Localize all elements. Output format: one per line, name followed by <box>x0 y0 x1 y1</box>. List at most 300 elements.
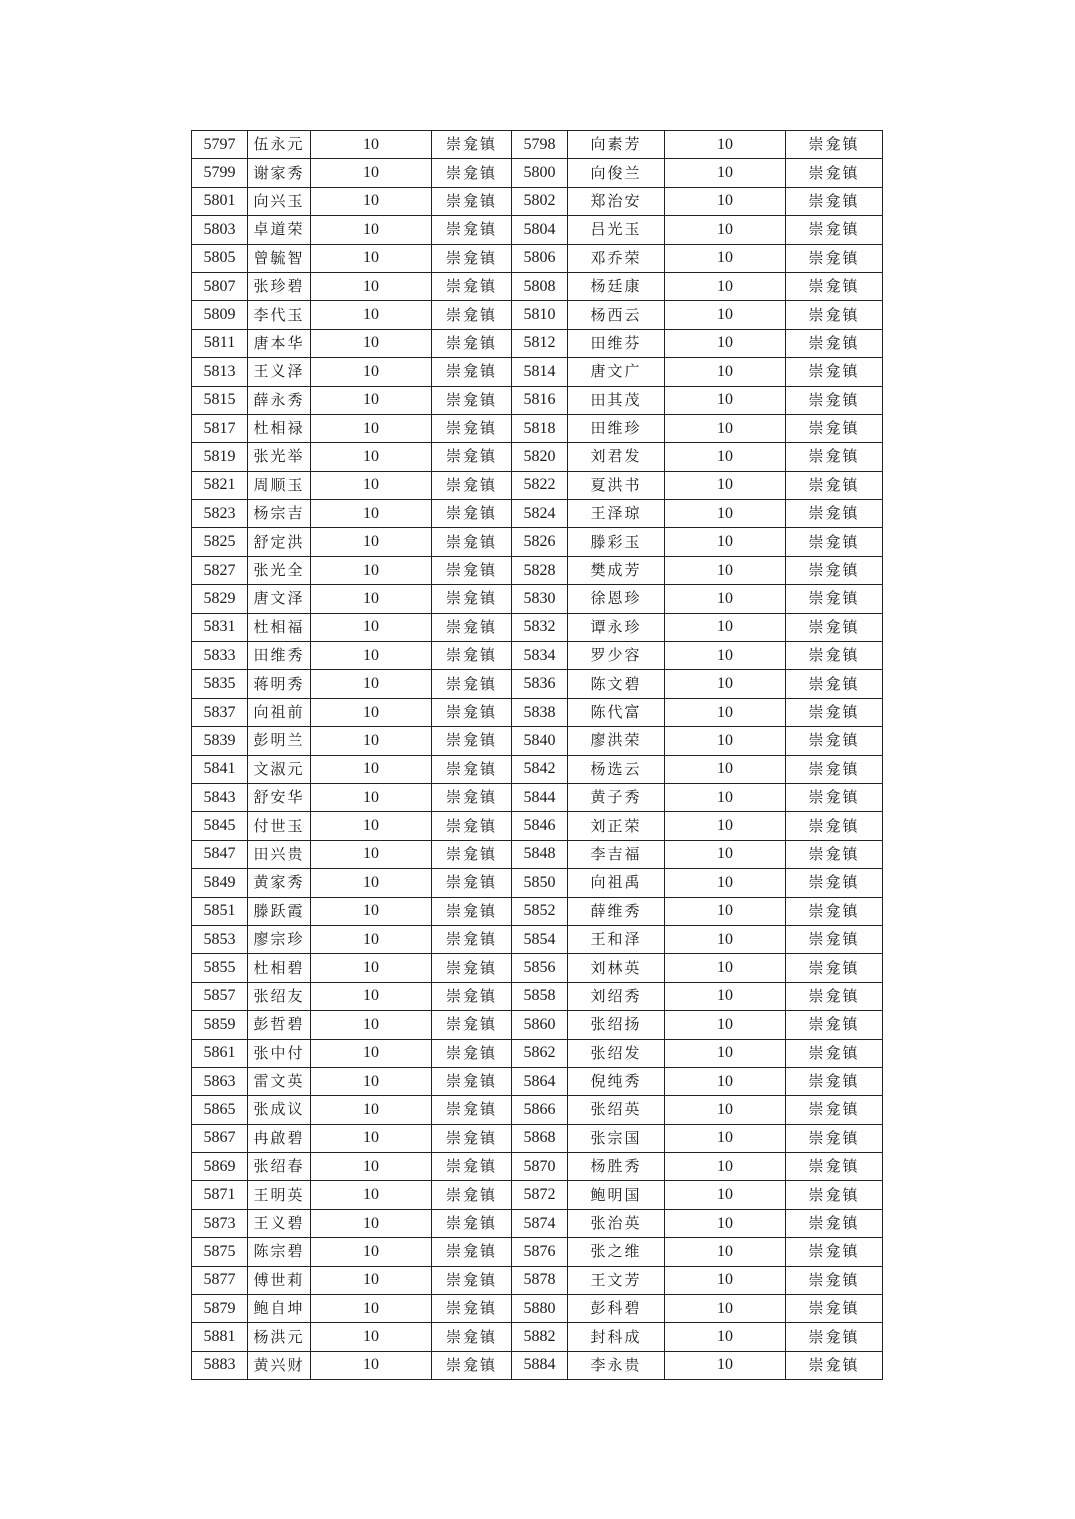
table-row <box>192 159 883 187</box>
cell-name: 王和泽 <box>568 925 665 953</box>
cell-name: 向俊兰 <box>568 159 665 187</box>
cell-id: 5830 <box>512 585 568 613</box>
cell-id: 5828 <box>512 556 568 584</box>
cell-amount: 10 <box>665 954 786 982</box>
cell-amount: 10 <box>311 698 432 726</box>
cell-id: 5805 <box>192 244 248 272</box>
cell-name: 向素芳 <box>568 131 665 159</box>
cell-town: 崇龛镇 <box>786 783 883 811</box>
table-row <box>192 613 883 641</box>
cell-town: 崇龛镇 <box>786 386 883 414</box>
cell-amount: 10 <box>311 443 432 471</box>
cell-name: 王义泽 <box>248 358 311 386</box>
cell-name: 杨选云 <box>568 755 665 783</box>
cell-name: 张中付 <box>248 1039 311 1067</box>
cell-amount: 10 <box>311 1295 432 1323</box>
cell-town: 崇龛镇 <box>432 840 512 868</box>
cell-amount: 10 <box>311 1238 432 1266</box>
cell-id: 5838 <box>512 698 568 726</box>
cell-id: 5851 <box>192 897 248 925</box>
cell-town: 崇龛镇 <box>432 1323 512 1351</box>
cell-amount: 10 <box>311 1351 432 1379</box>
cell-name: 张珍碧 <box>248 272 311 300</box>
cell-name: 滕跃霞 <box>248 897 311 925</box>
cell-name: 冉啟碧 <box>248 1124 311 1152</box>
cell-id: 5815 <box>192 386 248 414</box>
cell-amount: 10 <box>311 1181 432 1209</box>
cell-amount: 10 <box>311 869 432 897</box>
cell-name: 张之维 <box>568 1238 665 1266</box>
cell-town: 崇龛镇 <box>786 1181 883 1209</box>
cell-amount: 10 <box>311 414 432 442</box>
table-row <box>192 1124 883 1152</box>
table-row <box>192 1295 883 1323</box>
cell-amount: 10 <box>665 386 786 414</box>
cell-name: 彭哲碧 <box>248 1011 311 1039</box>
cell-town: 崇龛镇 <box>432 1295 512 1323</box>
cell-name: 鲍自坤 <box>248 1295 311 1323</box>
cell-town: 崇龛镇 <box>786 1266 883 1294</box>
cell-town: 崇龛镇 <box>432 1096 512 1124</box>
cell-id: 5810 <box>512 301 568 329</box>
cell-id: 5841 <box>192 755 248 783</box>
cell-name: 吕光玉 <box>568 216 665 244</box>
cell-amount: 10 <box>665 755 786 783</box>
cell-amount: 10 <box>665 1266 786 1294</box>
cell-id: 5878 <box>512 1266 568 1294</box>
table-row <box>192 1153 883 1181</box>
cell-amount: 10 <box>665 414 786 442</box>
cell-town: 崇龛镇 <box>786 1011 883 1039</box>
cell-name: 张宗国 <box>568 1124 665 1152</box>
cell-id: 5839 <box>192 727 248 755</box>
cell-amount: 10 <box>311 613 432 641</box>
cell-id: 5814 <box>512 358 568 386</box>
cell-id: 5860 <box>512 1011 568 1039</box>
cell-amount: 10 <box>665 1181 786 1209</box>
cell-town: 崇龛镇 <box>432 329 512 357</box>
table-row <box>192 925 883 953</box>
cell-id: 5864 <box>512 1067 568 1095</box>
cell-id: 5850 <box>512 869 568 897</box>
cell-id: 5825 <box>192 528 248 556</box>
cell-id: 5882 <box>512 1323 568 1351</box>
cell-name: 滕彩玉 <box>568 528 665 556</box>
cell-id: 5847 <box>192 840 248 868</box>
cell-id: 5844 <box>512 783 568 811</box>
cell-amount: 10 <box>311 500 432 528</box>
cell-amount: 10 <box>311 329 432 357</box>
cell-town: 崇龛镇 <box>786 131 883 159</box>
cell-id: 5865 <box>192 1096 248 1124</box>
cell-id: 5818 <box>512 414 568 442</box>
cell-amount: 10 <box>311 642 432 670</box>
cell-id: 5870 <box>512 1153 568 1181</box>
cell-town: 崇龛镇 <box>786 187 883 215</box>
cell-id: 5821 <box>192 471 248 499</box>
cell-town: 崇龛镇 <box>432 783 512 811</box>
cell-amount: 10 <box>665 443 786 471</box>
cell-name: 唐文泽 <box>248 585 311 613</box>
cell-amount: 10 <box>665 727 786 755</box>
cell-name: 张成议 <box>248 1096 311 1124</box>
table-row <box>192 443 883 471</box>
table-row <box>192 244 883 272</box>
cell-id: 5834 <box>512 642 568 670</box>
cell-name: 唐文广 <box>568 358 665 386</box>
cell-town: 崇龛镇 <box>432 869 512 897</box>
cell-name: 向祖前 <box>248 698 311 726</box>
table-row <box>192 1096 883 1124</box>
cell-town: 崇龛镇 <box>786 216 883 244</box>
table-row <box>192 1266 883 1294</box>
cell-amount: 10 <box>311 272 432 300</box>
cell-amount: 10 <box>665 1011 786 1039</box>
table-row <box>192 1039 883 1067</box>
table-row <box>192 216 883 244</box>
cell-id: 5845 <box>192 812 248 840</box>
cell-amount: 10 <box>665 1238 786 1266</box>
cell-name: 廖洪荣 <box>568 727 665 755</box>
cell-name: 廖宗珍 <box>248 925 311 953</box>
cell-name: 向祖禹 <box>568 869 665 897</box>
cell-town: 崇龛镇 <box>432 613 512 641</box>
cell-id: 5824 <box>512 500 568 528</box>
cell-id: 5855 <box>192 954 248 982</box>
cell-town: 崇龛镇 <box>432 897 512 925</box>
cell-amount: 10 <box>311 812 432 840</box>
cell-town: 崇龛镇 <box>432 727 512 755</box>
cell-town: 崇龛镇 <box>432 1266 512 1294</box>
cell-amount: 10 <box>665 358 786 386</box>
cell-id: 5812 <box>512 329 568 357</box>
table-row <box>192 1351 883 1379</box>
cell-name: 李代玉 <box>248 301 311 329</box>
cell-town: 崇龛镇 <box>432 1238 512 1266</box>
table-row <box>192 528 883 556</box>
cell-amount: 10 <box>665 982 786 1010</box>
cell-name: 彭科碧 <box>568 1295 665 1323</box>
cell-name: 薛永秀 <box>248 386 311 414</box>
cell-town: 崇龛镇 <box>786 244 883 272</box>
cell-amount: 10 <box>665 216 786 244</box>
cell-amount: 10 <box>311 585 432 613</box>
cell-id: 5843 <box>192 783 248 811</box>
cell-name: 黄子秀 <box>568 783 665 811</box>
cell-id: 5826 <box>512 528 568 556</box>
cell-amount: 10 <box>311 556 432 584</box>
cell-town: 崇龛镇 <box>432 386 512 414</box>
cell-name: 黄家秀 <box>248 869 311 897</box>
cell-id: 5856 <box>512 954 568 982</box>
cell-town: 崇龛镇 <box>432 670 512 698</box>
cell-town: 崇龛镇 <box>786 670 883 698</box>
cell-name: 薛维秀 <box>568 897 665 925</box>
cell-name: 刘君发 <box>568 443 665 471</box>
cell-name: 刘正荣 <box>568 812 665 840</box>
cell-name: 田兴贵 <box>248 840 311 868</box>
cell-id: 5808 <box>512 272 568 300</box>
cell-town: 崇龛镇 <box>432 1181 512 1209</box>
cell-name: 田维芬 <box>568 329 665 357</box>
cell-name: 郑治安 <box>568 187 665 215</box>
cell-amount: 10 <box>665 1295 786 1323</box>
cell-town: 崇龛镇 <box>786 1323 883 1351</box>
cell-town: 崇龛镇 <box>432 1039 512 1067</box>
cell-amount: 10 <box>665 1096 786 1124</box>
cell-town: 崇龛镇 <box>786 1096 883 1124</box>
cell-town: 崇龛镇 <box>786 471 883 499</box>
cell-id: 5827 <box>192 556 248 584</box>
table-row <box>192 471 883 499</box>
cell-id: 5797 <box>192 131 248 159</box>
cell-town: 崇龛镇 <box>432 244 512 272</box>
cell-name: 周顺玉 <box>248 471 311 499</box>
cell-name: 张绍春 <box>248 1153 311 1181</box>
cell-name: 谢家秀 <box>248 159 311 187</box>
cell-town: 崇龛镇 <box>786 414 883 442</box>
table-row <box>192 698 883 726</box>
cell-amount: 10 <box>311 783 432 811</box>
cell-name: 夏洪书 <box>568 471 665 499</box>
cell-amount: 10 <box>311 358 432 386</box>
cell-id: 5872 <box>512 1181 568 1209</box>
cell-id: 5837 <box>192 698 248 726</box>
cell-name: 樊成芳 <box>568 556 665 584</box>
cell-name: 雷文英 <box>248 1067 311 1095</box>
cell-amount: 10 <box>311 131 432 159</box>
cell-id: 5806 <box>512 244 568 272</box>
cell-name: 张绍扬 <box>568 1011 665 1039</box>
cell-town: 崇龛镇 <box>786 897 883 925</box>
cell-amount: 10 <box>665 272 786 300</box>
cell-name: 文淑元 <box>248 755 311 783</box>
cell-id: 5859 <box>192 1011 248 1039</box>
cell-id: 5831 <box>192 613 248 641</box>
table-row <box>192 585 883 613</box>
cell-amount: 10 <box>665 301 786 329</box>
cell-id: 5820 <box>512 443 568 471</box>
cell-town: 崇龛镇 <box>786 528 883 556</box>
cell-amount: 10 <box>311 1011 432 1039</box>
cell-town: 崇龛镇 <box>432 1011 512 1039</box>
cell-town: 崇龛镇 <box>786 698 883 726</box>
cell-name: 舒定洪 <box>248 528 311 556</box>
cell-town: 崇龛镇 <box>432 443 512 471</box>
table-row <box>192 1067 883 1095</box>
cell-id: 5854 <box>512 925 568 953</box>
cell-name: 杜相福 <box>248 613 311 641</box>
cell-id: 5861 <box>192 1039 248 1067</box>
cell-amount: 10 <box>665 897 786 925</box>
cell-amount: 10 <box>665 585 786 613</box>
cell-id: 5829 <box>192 585 248 613</box>
cell-town: 崇龛镇 <box>432 216 512 244</box>
cell-town: 崇龛镇 <box>786 1067 883 1095</box>
cell-town: 崇龛镇 <box>786 329 883 357</box>
table-row <box>192 1238 883 1266</box>
table-row <box>192 869 883 897</box>
cell-town: 崇龛镇 <box>786 1351 883 1379</box>
cell-town: 崇龛镇 <box>432 1351 512 1379</box>
table-row <box>192 783 883 811</box>
cell-amount: 10 <box>311 925 432 953</box>
cell-name: 蒋明秀 <box>248 670 311 698</box>
cell-town: 崇龛镇 <box>432 301 512 329</box>
cell-name: 张治英 <box>568 1209 665 1237</box>
cell-town: 崇龛镇 <box>786 358 883 386</box>
cell-amount: 10 <box>665 471 786 499</box>
cell-name: 田其茂 <box>568 386 665 414</box>
cell-name: 罗少容 <box>568 642 665 670</box>
table-row <box>192 386 883 414</box>
cell-town: 崇龛镇 <box>432 159 512 187</box>
cell-name: 付世玉 <box>248 812 311 840</box>
cell-town: 崇龛镇 <box>786 840 883 868</box>
cell-town: 崇龛镇 <box>432 954 512 982</box>
cell-town: 崇龛镇 <box>786 500 883 528</box>
cell-name: 李吉福 <box>568 840 665 868</box>
cell-id: 5884 <box>512 1351 568 1379</box>
cell-name: 封科成 <box>568 1323 665 1351</box>
cell-amount: 10 <box>665 670 786 698</box>
table-row <box>192 500 883 528</box>
table-row <box>192 272 883 300</box>
cell-id: 5874 <box>512 1209 568 1237</box>
cell-amount: 10 <box>311 1209 432 1237</box>
table-row <box>192 642 883 670</box>
cell-town: 崇龛镇 <box>786 159 883 187</box>
cell-amount: 10 <box>665 698 786 726</box>
cell-amount: 10 <box>665 1323 786 1351</box>
cell-amount: 10 <box>311 1039 432 1067</box>
cell-id: 5868 <box>512 1124 568 1152</box>
cell-town: 崇龛镇 <box>786 585 883 613</box>
cell-id: 5875 <box>192 1238 248 1266</box>
cell-id: 5880 <box>512 1295 568 1323</box>
cell-name: 谭永珍 <box>568 613 665 641</box>
cell-id: 5804 <box>512 216 568 244</box>
cell-name: 张光举 <box>248 443 311 471</box>
cell-id: 5879 <box>192 1295 248 1323</box>
cell-id: 5840 <box>512 727 568 755</box>
cell-amount: 10 <box>311 1096 432 1124</box>
cell-town: 崇龛镇 <box>432 131 512 159</box>
cell-town: 崇龛镇 <box>432 1067 512 1095</box>
table-row <box>192 556 883 584</box>
cell-id: 5807 <box>192 272 248 300</box>
table-row <box>192 670 883 698</box>
table-row <box>192 414 883 442</box>
cell-town: 崇龛镇 <box>432 812 512 840</box>
cell-id: 5835 <box>192 670 248 698</box>
cell-id: 5801 <box>192 187 248 215</box>
cell-amount: 10 <box>665 1124 786 1152</box>
cell-name: 张光全 <box>248 556 311 584</box>
table-row <box>192 358 883 386</box>
cell-amount: 10 <box>311 159 432 187</box>
cell-id: 5863 <box>192 1067 248 1095</box>
cell-amount: 10 <box>665 329 786 357</box>
cell-town: 崇龛镇 <box>786 1295 883 1323</box>
cell-amount: 10 <box>665 812 786 840</box>
cell-id: 5833 <box>192 642 248 670</box>
cell-id: 5802 <box>512 187 568 215</box>
cell-id: 5858 <box>512 982 568 1010</box>
cell-name: 唐本华 <box>248 329 311 357</box>
cell-name: 王义碧 <box>248 1209 311 1237</box>
cell-amount: 10 <box>665 1039 786 1067</box>
cell-name: 黄兴财 <box>248 1351 311 1379</box>
cell-name: 张绍英 <box>568 1096 665 1124</box>
cell-amount: 10 <box>311 1323 432 1351</box>
cell-id: 5862 <box>512 1039 568 1067</box>
table-row <box>192 982 883 1010</box>
cell-town: 崇龛镇 <box>432 471 512 499</box>
cell-id: 5883 <box>192 1351 248 1379</box>
cell-name: 徐恩珍 <box>568 585 665 613</box>
table-row <box>192 1209 883 1237</box>
cell-amount: 10 <box>311 244 432 272</box>
cell-town: 崇龛镇 <box>432 414 512 442</box>
table-row <box>192 1181 883 1209</box>
cell-name: 杨胜秀 <box>568 1153 665 1181</box>
cell-id: 5846 <box>512 812 568 840</box>
cell-town: 崇龛镇 <box>432 272 512 300</box>
cell-id: 5842 <box>512 755 568 783</box>
roster-body <box>192 131 883 1380</box>
cell-amount: 10 <box>311 727 432 755</box>
cell-amount: 10 <box>665 528 786 556</box>
cell-name: 向兴玉 <box>248 187 311 215</box>
cell-id: 5857 <box>192 982 248 1010</box>
cell-name: 伍永元 <box>248 131 311 159</box>
cell-id: 5849 <box>192 869 248 897</box>
cell-id: 5817 <box>192 414 248 442</box>
cell-amount: 10 <box>311 187 432 215</box>
cell-town: 崇龛镇 <box>432 1124 512 1152</box>
cell-name: 陈代富 <box>568 698 665 726</box>
cell-id: 5877 <box>192 1266 248 1294</box>
cell-name: 曾毓智 <box>248 244 311 272</box>
cell-id: 5799 <box>192 159 248 187</box>
cell-id: 5852 <box>512 897 568 925</box>
cell-town: 崇龛镇 <box>432 1209 512 1237</box>
cell-amount: 10 <box>665 642 786 670</box>
table-row <box>192 187 883 215</box>
cell-amount: 10 <box>665 783 786 811</box>
cell-id: 5869 <box>192 1153 248 1181</box>
cell-amount: 10 <box>311 216 432 244</box>
cell-id: 5813 <box>192 358 248 386</box>
cell-amount: 10 <box>665 840 786 868</box>
cell-name: 王泽琼 <box>568 500 665 528</box>
cell-name: 彭明兰 <box>248 727 311 755</box>
cell-amount: 10 <box>311 755 432 783</box>
cell-id: 5800 <box>512 159 568 187</box>
cell-id: 5811 <box>192 329 248 357</box>
cell-amount: 10 <box>665 925 786 953</box>
cell-town: 崇龛镇 <box>432 187 512 215</box>
cell-name: 卓道荣 <box>248 216 311 244</box>
cell-amount: 10 <box>665 556 786 584</box>
cell-name: 杨廷康 <box>568 272 665 300</box>
cell-town: 崇龛镇 <box>786 1209 883 1237</box>
cell-name: 杜相碧 <box>248 954 311 982</box>
cell-amount: 10 <box>311 670 432 698</box>
cell-town: 崇龛镇 <box>432 585 512 613</box>
cell-amount: 10 <box>311 1067 432 1095</box>
